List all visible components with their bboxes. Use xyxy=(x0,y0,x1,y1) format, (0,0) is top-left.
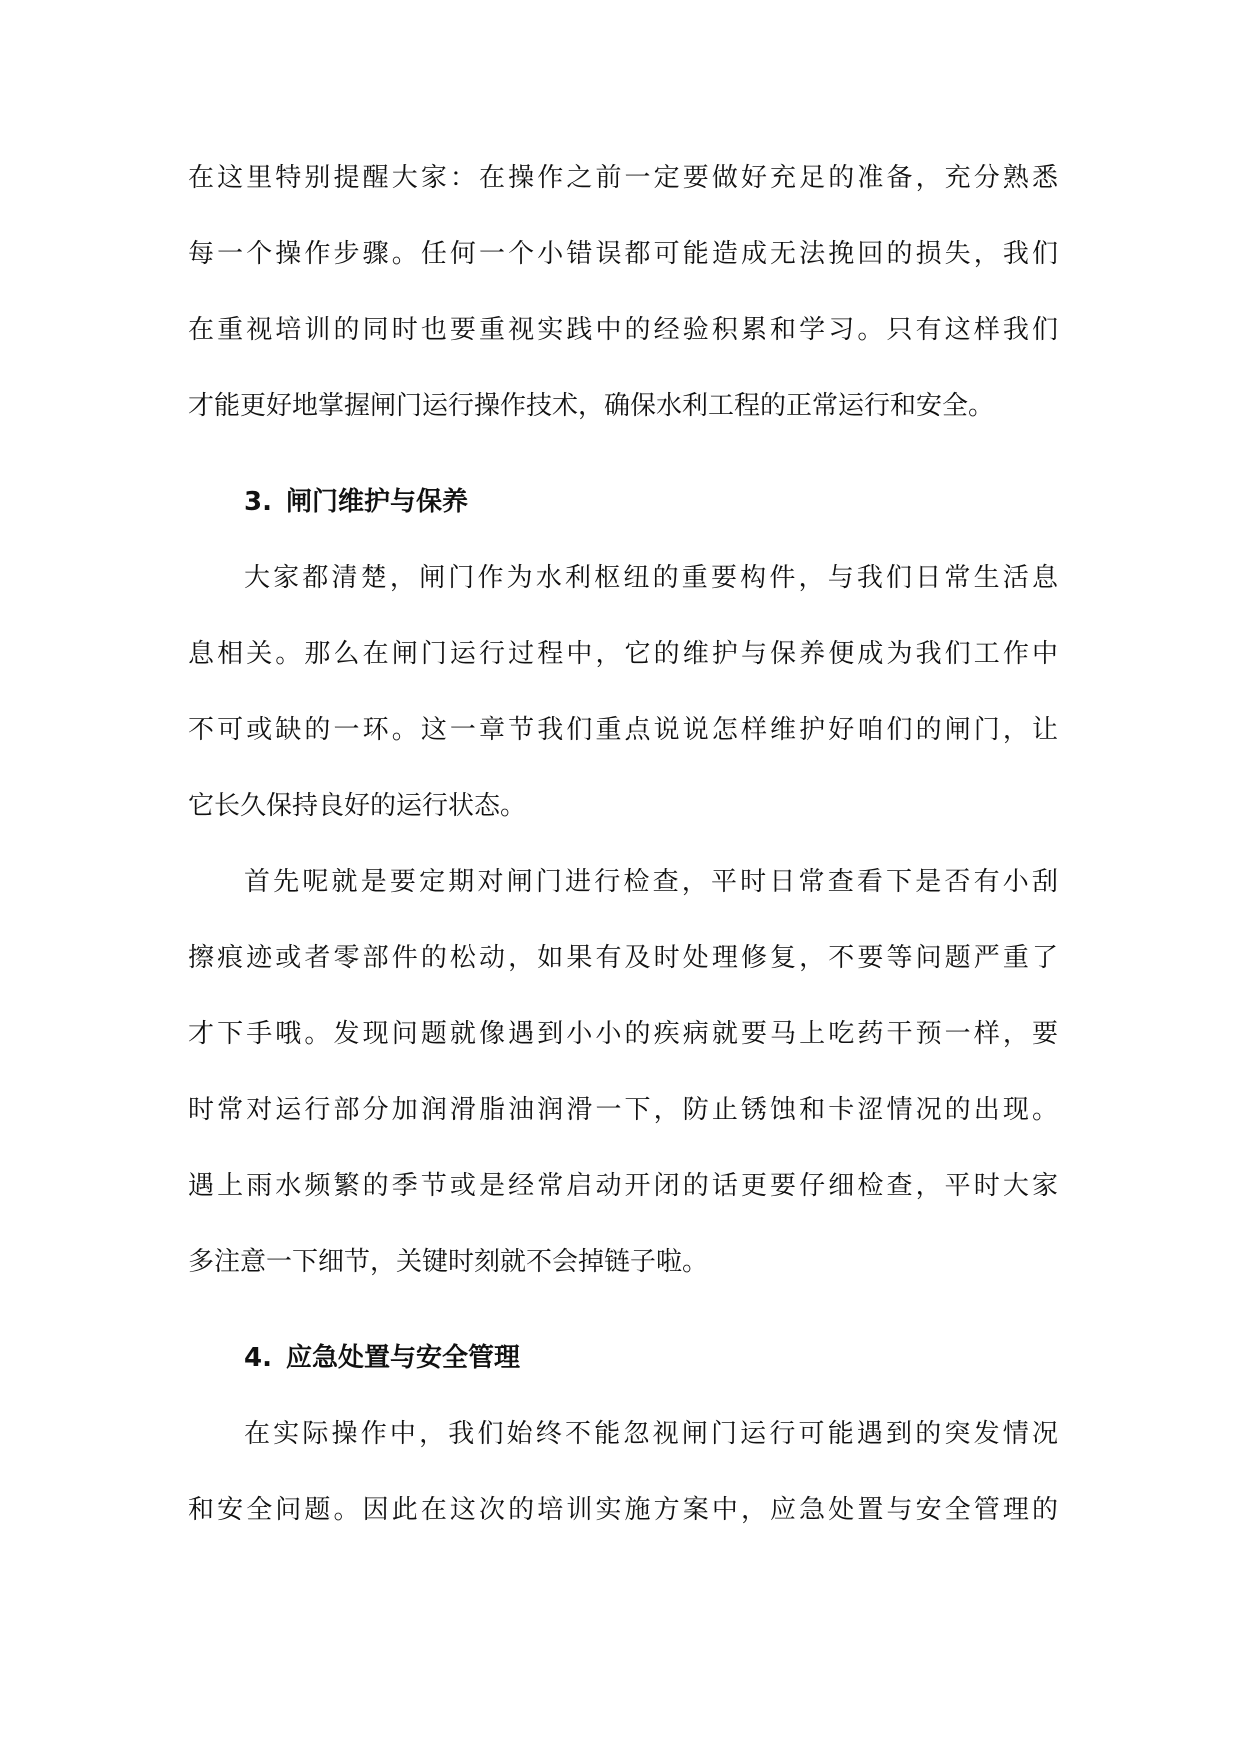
text-line: 才能更好地掌握闸门运行操作技术，确保水利工程的正常运行和安全。 xyxy=(188,391,995,421)
paragraph-emergency-intro xyxy=(188,1396,1058,1548)
paragraph-maintenance-intro xyxy=(188,540,1058,844)
text-line: 时常对运行部分加润滑脂油润滑一下，防止锈蚀和卡涩情况的出现。 xyxy=(188,1095,1058,1125)
text-line: 多注意一下细节，关键时刻就不会掉链子啦。 xyxy=(188,1247,709,1277)
section-number: 3. xyxy=(244,487,272,517)
text-line: 大家都清楚，闸门作为水利枢纽的重要构件，与我们日常生活息 xyxy=(244,563,1058,593)
text-line: 不可或缺的一环。这一章节我们重点说说怎样维护好咱们的闸门，让 xyxy=(188,715,1058,745)
text-line: 每一个操作步骤。任何一个小错误都可能造成无法挽回的损失，我们 xyxy=(188,239,1058,269)
text-line: 在实际操作中，我们始终不能忽视闸门运行可能遇到的突发情况 xyxy=(244,1419,1058,1449)
document-body xyxy=(188,140,1058,1548)
section-title: 应急处置与安全管理 xyxy=(286,1343,521,1373)
text-line: 首先呢就是要定期对闸门进行检查，平时日常查看下是否有小刮 xyxy=(244,867,1058,897)
section-title: 闸门维护与保养 xyxy=(286,487,469,517)
text-line: 擦痕迹或者零部件的松动，如果有及时处理修复，不要等问题严重了 xyxy=(188,943,1058,973)
text-line: 在这里特别提醒大家：在操作之前一定要做好充足的准备，充分熟悉 xyxy=(188,163,1058,193)
section-number: 4. xyxy=(244,1343,272,1373)
paragraph-regular-inspection xyxy=(188,844,1058,1300)
text-line: 息相关。那么在闸门运行过程中，它的维护与保养便成为我们工作中 xyxy=(188,639,1058,669)
text-line: 在重视培训的同时也要重视实践中的经验积累和学习。只有这样我们 xyxy=(188,315,1058,345)
text-line: 它长久保持良好的运行状态。 xyxy=(188,791,527,821)
text-line: 才下手哦。发现问题就像遇到小小的疾病就要马上吃药干预一样，要 xyxy=(188,1019,1058,1049)
section-heading-3 xyxy=(188,464,1058,540)
paragraph-operation-reminder xyxy=(188,140,1058,444)
section-heading-4 xyxy=(188,1320,1058,1396)
text-line: 遇上雨水频繁的季节或是经常启动开闭的话更要仔细检查，平时大家 xyxy=(188,1171,1058,1201)
text-line: 和安全问题。因此在这次的培训实施方案中，应急处置与安全管理的 xyxy=(188,1495,1058,1525)
